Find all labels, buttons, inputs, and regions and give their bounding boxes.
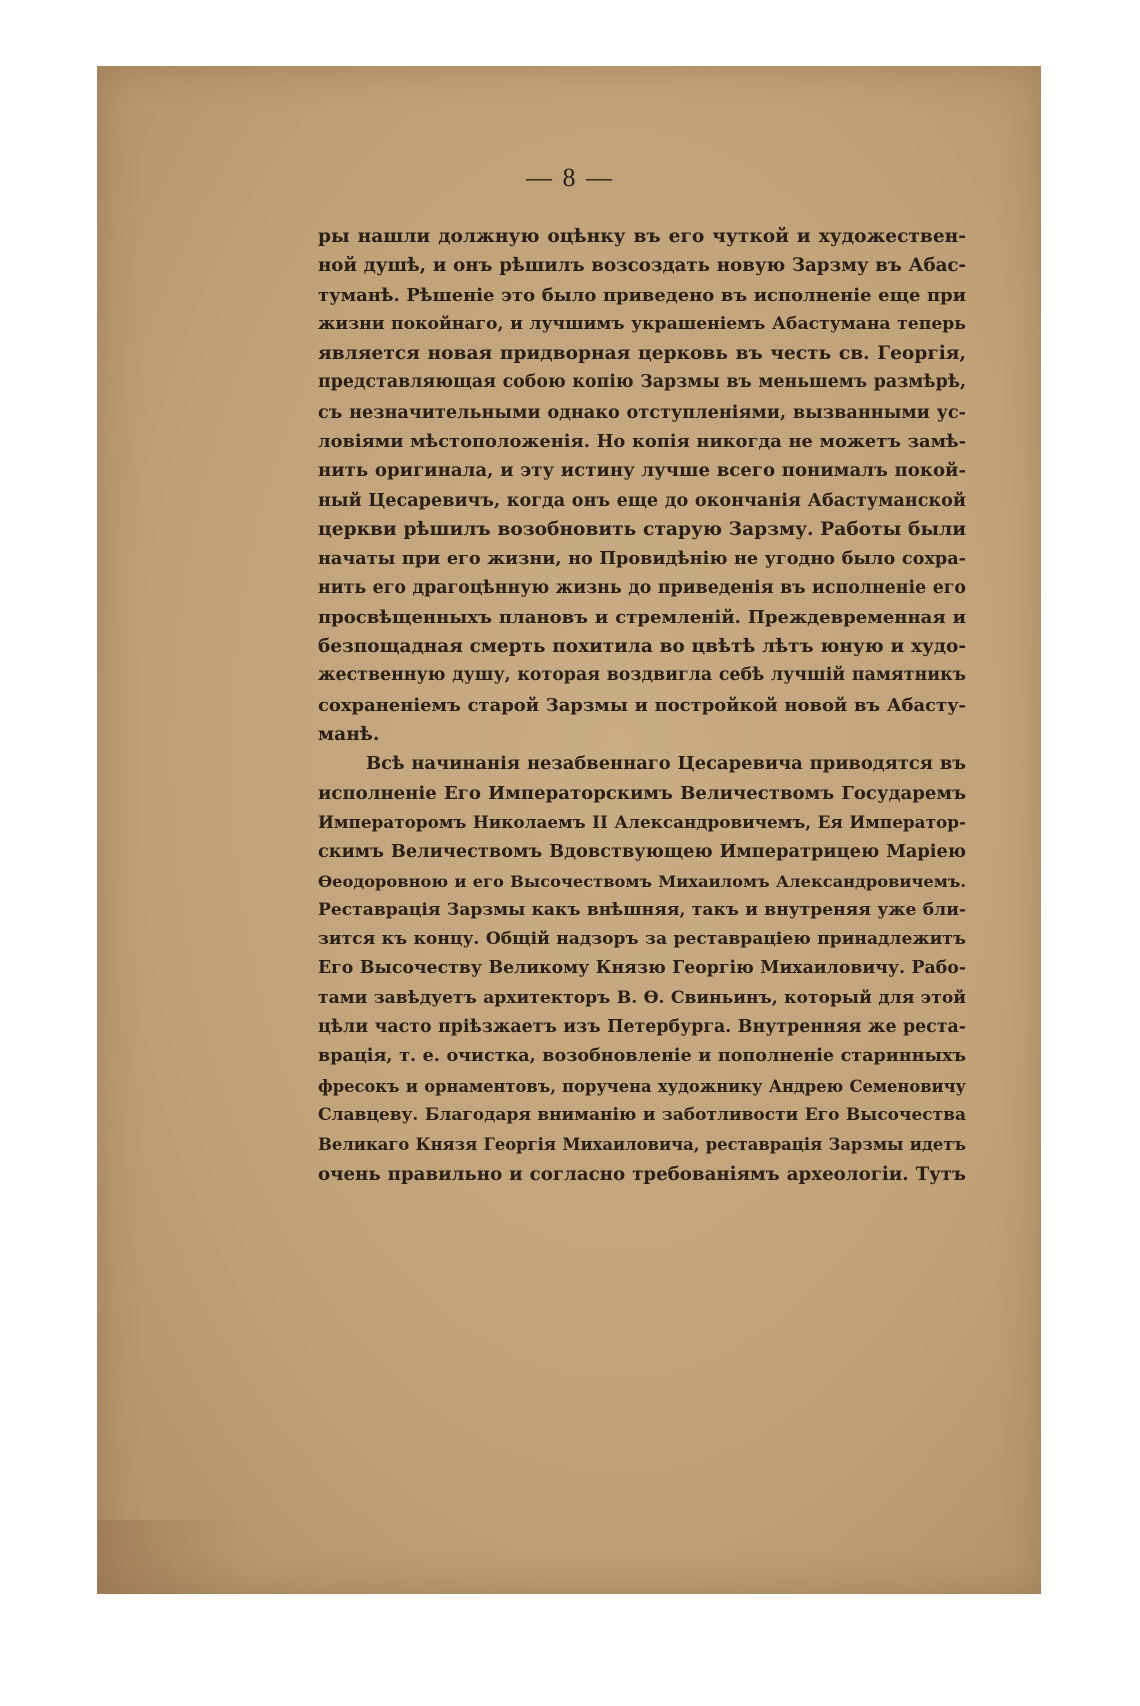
text-line: съ незначительными однако отступленіями, вызванными ус- bbox=[318, 401, 966, 423]
text-line: безпощадная смерть похитила во цвѣтѣ лѣтъ юную и худо- bbox=[318, 636, 966, 658]
text-line: просвѣщенныхъ плановъ и стремленій. Преждевременная и bbox=[318, 606, 966, 628]
text-line: Всѣ начинанія незабвеннаго Цесаревича приводятся въ bbox=[366, 753, 966, 775]
text-line: исполненіе Его Императорскимъ Величествомъ Государемъ bbox=[318, 782, 966, 804]
text-line: Славцеву. Благодаря вниманію и заботливости Его Высочества bbox=[318, 1104, 966, 1125]
text-line: церкви рѣшилъ возобновить старую Зарзму. Работы были bbox=[318, 518, 966, 540]
text-line: ловіями мѣстоположенія. Но копія никогда не можетъ замѣ- bbox=[318, 431, 966, 453]
text-line: нить его драгоцѣнную жизнь до приведенія въ исполненіе его bbox=[318, 577, 966, 598]
text-line: Его Высочеству Великому Князю Георгію Михаиловичу. Рабо- bbox=[318, 958, 966, 979]
text-line: зится къ концу. Общій надзоръ за реставраціею принадлежитъ bbox=[318, 929, 966, 950]
scan-edge-shadow bbox=[97, 1520, 247, 1594]
text-line: ной душѣ, и онъ рѣшилъ возсоздать новую Зарзму въ Абас- bbox=[318, 255, 966, 277]
page-number: — 8 — bbox=[526, 163, 614, 192]
text-line: скимъ Величествомъ Вдовствующею Императрицею Маріею bbox=[318, 841, 966, 863]
text-line: ры нашли должную оцѣнку въ его чуткой и художествен- bbox=[318, 226, 966, 247]
text-line: ный Цесаревичъ, когда онъ еще до окончанія Абастуманской bbox=[318, 489, 966, 511]
text-line: врація, т. е. очистка, возобновленіе и пополненіе старинныхъ bbox=[318, 1046, 966, 1067]
body-text bbox=[318, 222, 966, 1189]
text-line: Великаго Князя Георгія Михаиловича, реставрація Зарзмы идетъ bbox=[318, 1135, 966, 1155]
paragraph-1 bbox=[318, 222, 966, 749]
text-line: начаты при его жизни, но Провидѣнію не угодно было сохра- bbox=[318, 548, 966, 570]
paragraph-2 bbox=[318, 749, 966, 1188]
text-line: фресокъ и орнаментовъ, поручена художнику Андрею Семеновичу bbox=[318, 1076, 966, 1096]
text-line: тами завѣдуетъ архитекторъ В. Ѳ. Свиньинъ, который для этой bbox=[318, 987, 966, 1008]
text-line: жественную душу, которая воздвигла себѣ лучшій памятникъ bbox=[318, 665, 966, 686]
text-line: манѣ. bbox=[318, 724, 380, 746]
text-line: нить оригинала, и эту истину лучше всего понималъ покой- bbox=[318, 460, 966, 482]
text-line: жизни покойнаго, и лучшимъ украшеніемъ Абастумана теперь bbox=[318, 313, 966, 334]
text-line: Ѳеодоровною и его Высочествомъ Михаиломъ Александровичемъ. bbox=[318, 871, 966, 891]
text-line: цѣли часто пріѣзжаетъ изъ Петербурга. Внутренняя же реста- bbox=[318, 1017, 966, 1038]
text-line: представляющая собою копію Зарзмы въ меньшемъ размѣрѣ, bbox=[318, 372, 966, 393]
text-line: Реставрація Зарзмы какъ внѣшняя, такъ и внутреняя уже бли- bbox=[318, 899, 966, 920]
text-line: Императоромъ Николаемъ II Александровичемъ, Ея Император- bbox=[318, 811, 966, 832]
text-line: является новая придворная церковь въ честь св. Георгія, bbox=[318, 343, 966, 365]
text-line: сохраненіемъ старой Зарзмы и постройкой новой въ Абасту- bbox=[318, 694, 966, 716]
text-line: очень правильно и согласно требованіямъ археологіи. Тутъ bbox=[318, 1163, 966, 1185]
text-line: туманѣ. Рѣшеніе это было приведено въ исполненіе еще при bbox=[318, 284, 966, 306]
